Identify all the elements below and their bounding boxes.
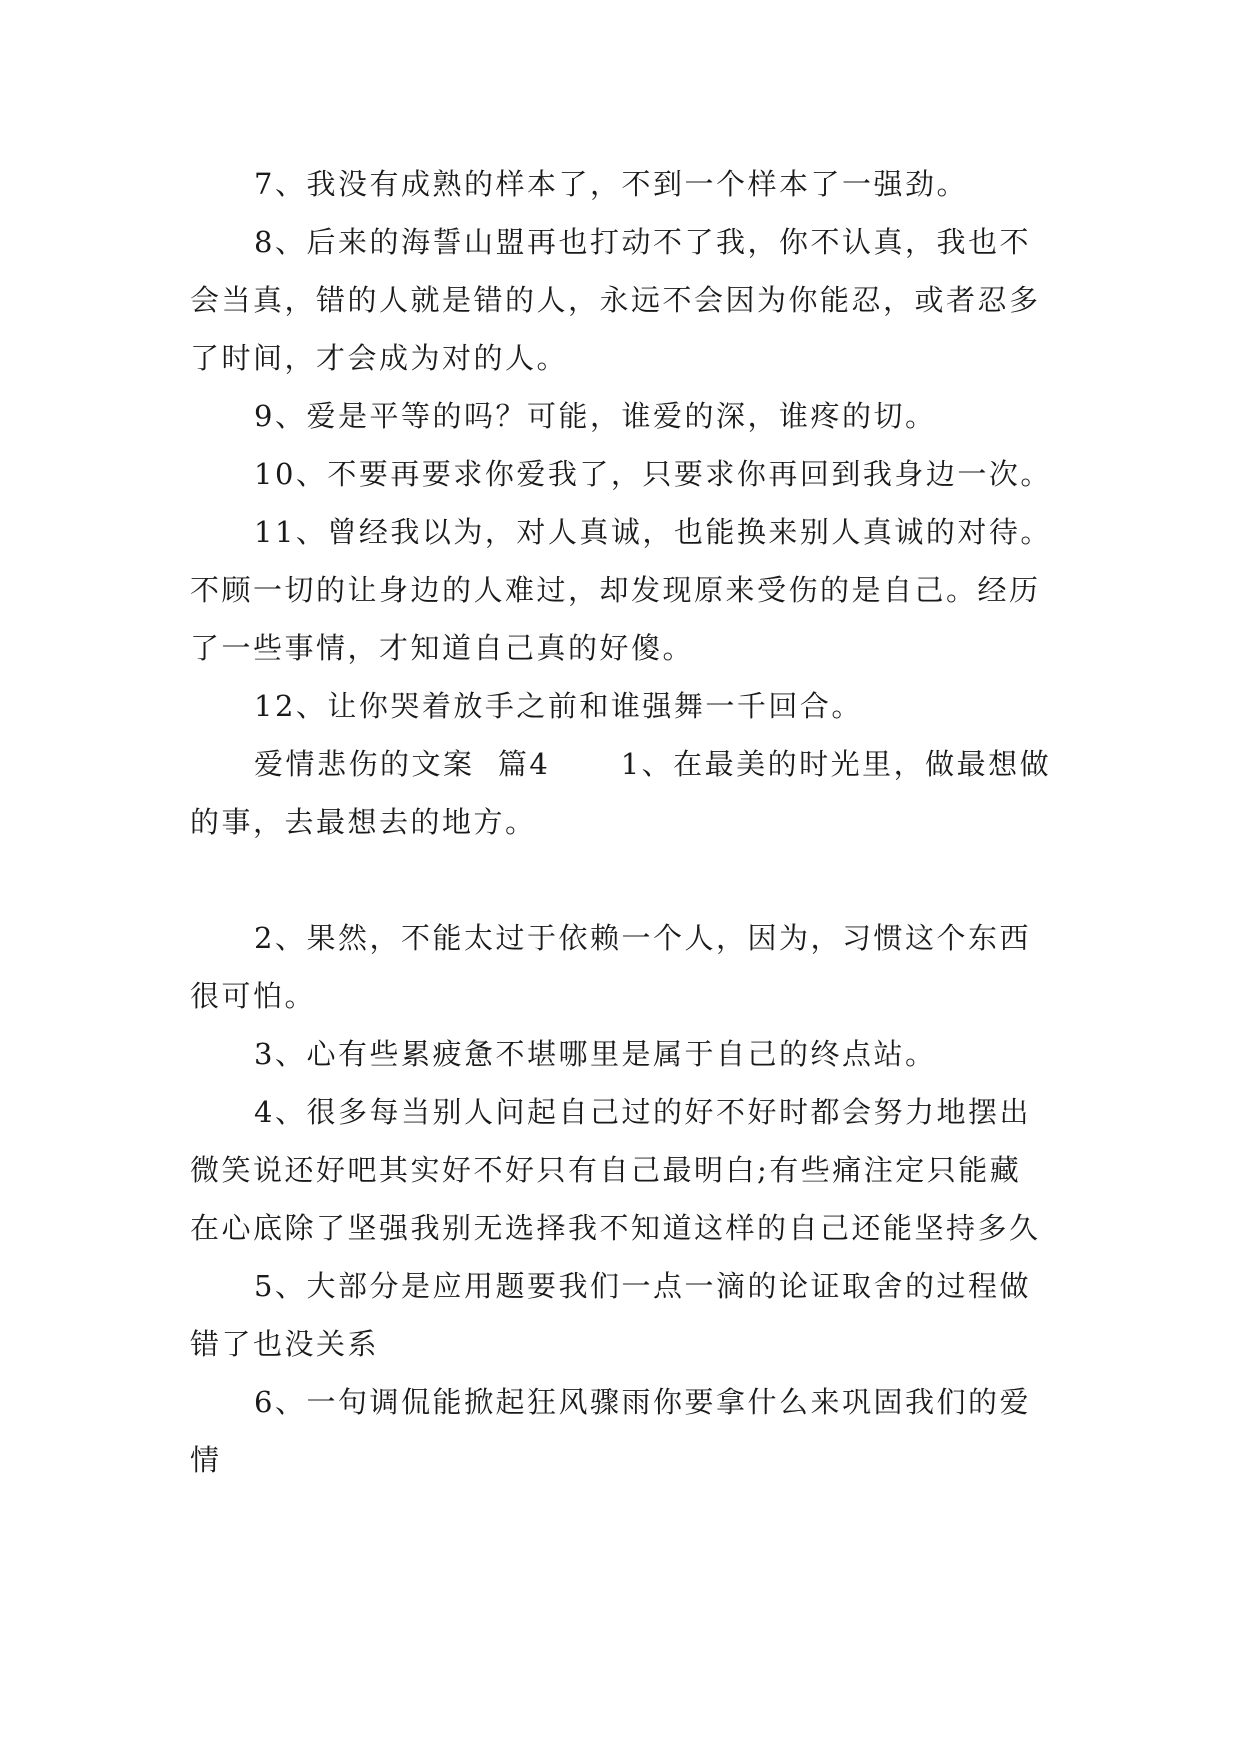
paragraph-7: 7、我没有成熟的样本了，不到一个样本了一强劲。	[254, 167, 968, 201]
paragraph-9: 9、爱是平等的吗？可能，谁爱的深，谁疼的切。	[254, 399, 937, 433]
section-heading-paragraph: 爱情悲伤的文案 篇4 1、在最美的时光里，做最想做的事，去最想去的地方。	[190, 747, 1052, 839]
paragraph-8: 8、后来的海誓山盟再也打动不了我，你不认真，我也不会当真，错的人就是错的人，永远不会因为你能忍，或者忍多了时间，才会成为对的人。	[190, 225, 1041, 375]
paragraph-6: 6、一句调侃能掀起狂风骤雨你要拿什么来巩固我们的爱情	[190, 1385, 1031, 1477]
paragraph-2: 2、果然，不能太过于依赖一个人，因为，习惯这个东西很可怕。	[190, 921, 1031, 1013]
paragraph-3: 3、心有些累疲惫不堪哪里是属于自己的终点站。	[254, 1037, 937, 1071]
paragraph-5: 5、大部分是应用题要我们一点一滴的论证取舍的过程做错了也没关系	[190, 1269, 1031, 1361]
blank-line	[190, 851, 1052, 909]
paragraph-10: 10、不要再要求你爱我了，只要求你再回到我身边一次。	[254, 457, 1052, 491]
paragraph-11: 11、曾经我以为，对人真诚，也能换来别人真诚的对待。不顾一切的让身边的人难过，却发现原来受伤的是自己。经历了一些事情，才知道自己真的好傻。	[190, 515, 1052, 665]
document-body	[190, 155, 1052, 1489]
paragraph-4: 4、很多每当别人问起自己过的好不好时都会努力地摆出微笑说还好吧其实好不好只有自己最明白;有些痛注定只能藏在心底除了坚强我别无选择我不知道这样的自己还能坚持多久	[190, 1095, 1041, 1245]
paragraph-12: 12、让你哭着放手之前和谁强舞一千回合。	[254, 689, 863, 723]
